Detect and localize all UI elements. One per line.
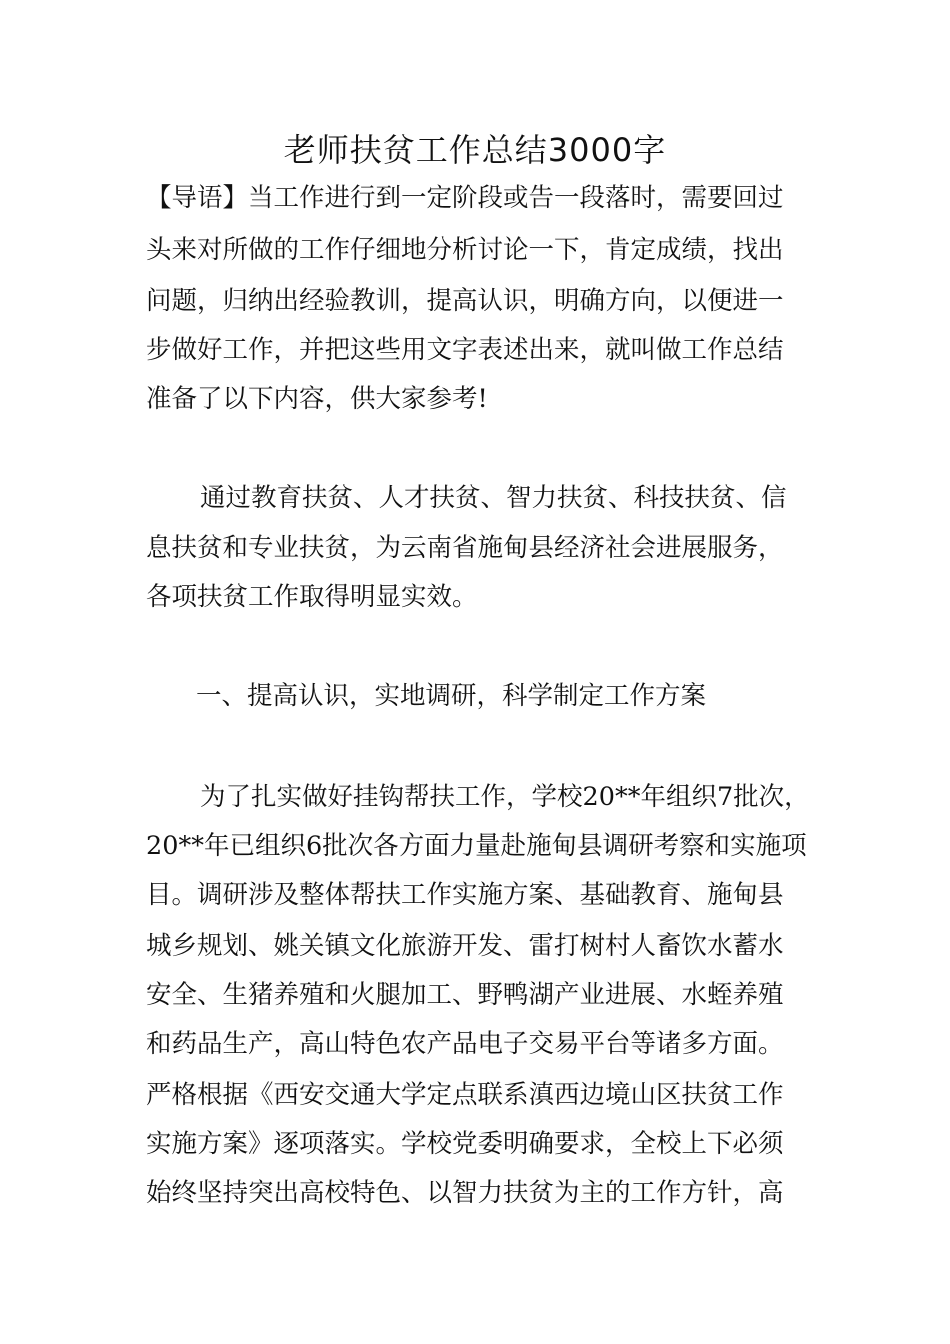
intro-line: 【导语】当工作进行到一定阶段或告一段落时，需要回过 (146, 183, 784, 213)
intro-line: 准备了以下内容，供大家参考! (146, 384, 488, 414)
paragraph-line: 安全、生猪养殖和火腿加工、野鸭湖产业进展、水蛭养殖 (146, 980, 784, 1010)
intro-line: 头来对所做的工作仔细地分析讨论一下，肯定成绩，找出 (146, 235, 784, 265)
paragraph-line: 城乡规划、姚关镇文化旅游开发、雷打树村人畜饮水蓄水 (146, 931, 784, 961)
paragraph-line: 严格根据《西安交通大学定点联系滇西边境山区扶贫工作 (146, 1080, 784, 1110)
paragraph-line: 息扶贫和专业扶贫，为云南省施甸县经济社会进展服务， (146, 533, 784, 563)
paragraph-line: 实施方案》逐项落实。学校党委明确要求，全校上下必须 (146, 1129, 784, 1159)
paragraph-line: 通过教育扶贫、人才扶贫、智力扶贫、科技扶贫、信 (200, 483, 787, 513)
document-title: 老师扶贫工作总结3000字 (283, 131, 667, 169)
intro-line: 问题，归纳出经验教训，提高认识，明确方向，以便进一 (146, 286, 784, 316)
paragraph-line: 20**年已组织6批次各方面力量赴施甸县调研考察和实施项 (146, 831, 807, 861)
paragraph-line: 和药品生产，高山特色农产品电子交易平台等诸多方面。 (146, 1029, 784, 1059)
paragraph-line: 各项扶贫工作取得明显实效。 (146, 582, 478, 612)
intro-line: 步做好工作，并把这些用文字表述出来，就叫做工作总结 (146, 335, 784, 365)
paragraph-line: 目。调研涉及整体帮扶工作实施方案、基础教育、施甸县 (146, 880, 784, 910)
section-heading: 一、提高认识，实地调研，科学制定工作方案 (196, 681, 707, 711)
paragraph-line: 为了扎实做好挂钩帮扶工作，学校20**年组织7批次， (200, 782, 810, 812)
paragraph-line: 始终坚持突出高校特色、以智力扶贫为主的工作方针，高 (146, 1178, 784, 1208)
